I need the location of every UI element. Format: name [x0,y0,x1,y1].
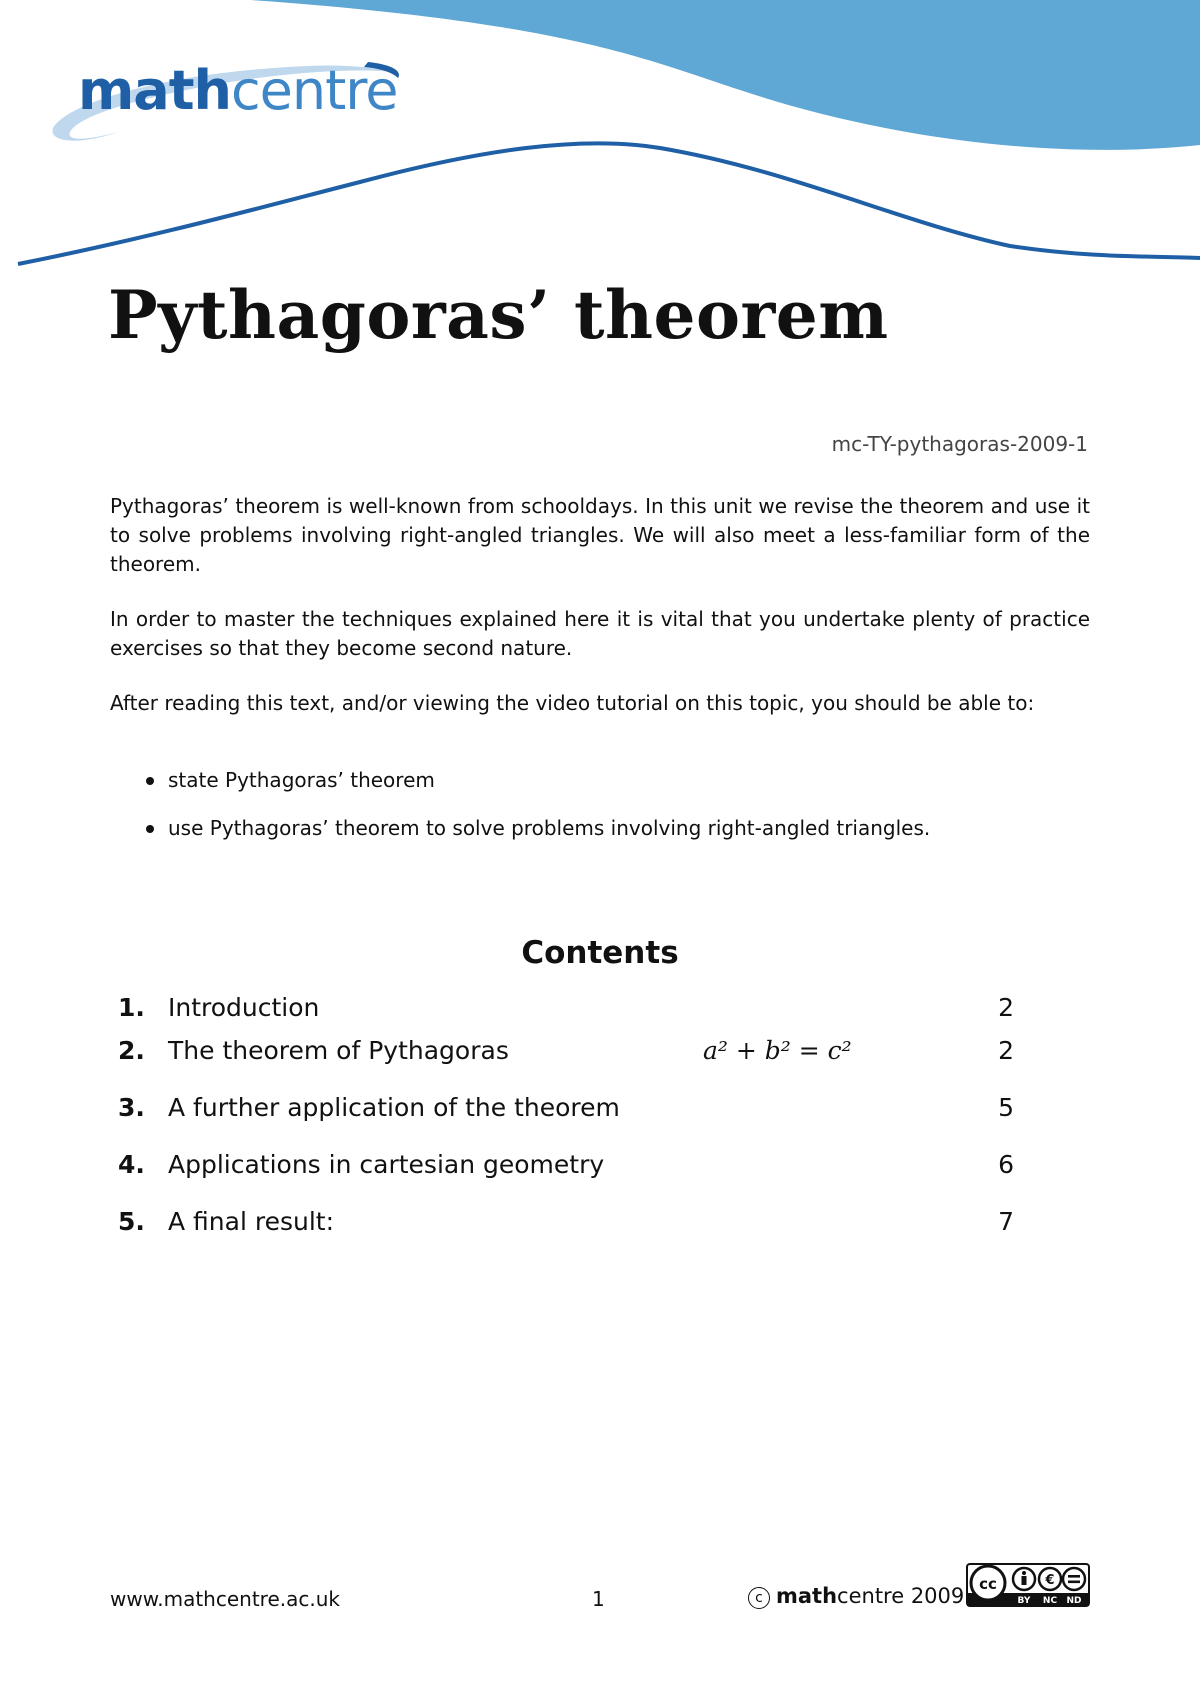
toc-label[interactable]: Introduction [168,993,320,1022]
header-wave-line [18,143,1200,264]
footer-brand-rest: centre 2009 [837,1584,965,1608]
toc-number: 4. [118,1150,145,1179]
practice-paragraph: In order to master the techniques explained here it is vital that you undertake plenty of practice exercises so that they become second nature. [110,607,1090,660]
footer-copyright [748,1584,964,1609]
objectives-list [110,766,930,862]
copyright-icon: c [748,1587,770,1609]
toc-page-number: 7 [998,1207,1014,1236]
logo-wordmark [78,59,398,122]
toc-page-number: 5 [998,1093,1014,1122]
toc-item-further-application[interactable] [118,1090,1014,1126]
objective-item [110,766,930,814]
toc-label[interactable]: The theorem of Pythagoras [168,1036,509,1065]
toc-item-cartesian-geometry[interactable] [118,1147,1014,1183]
cc-nc-label: NC [1042,1596,1058,1606]
toc-label[interactable]: A final result: [168,1207,335,1236]
objective-text: use Pythagoras’ theorem to solve problems involving right-angled triangles. [168,816,931,840]
creative-commons-license-icon[interactable] [966,1563,1090,1607]
toc-page-number: 2 [998,993,1014,1022]
toc-item-theorem[interactable] [118,1033,1014,1069]
toc-number: 5. [118,1207,145,1236]
intro-paragraph: Pythagoras’ theorem is well-known from schooldays. In this unit we revise the theorem and use it to solve problems involving right-angled triangles. We will also meet a less-familiar form of the theorem. [110,494,1090,576]
document-code: mc-TY-pythagoras-2009-1 [831,432,1088,456]
toc-page-number: 6 [998,1150,1014,1179]
toc-number: 2. [118,1036,145,1065]
logo-text-math: math [78,59,231,122]
page-title: Pythagoras’ theorem [108,276,889,354]
objective-text: state Pythagoras’ theorem [168,768,435,792]
cc-by-label: BY [1017,1596,1031,1606]
mathcentre-logo [48,50,408,150]
bullet-dot-icon [146,777,154,785]
footer-page-number: 1 [592,1587,605,1611]
objective-item [110,814,930,862]
toc-number: 3. [118,1093,145,1122]
toc-page-number: 2 [998,1036,1014,1065]
toc-item-final-result[interactable] [118,1204,1014,1240]
toc-label[interactable]: A further application of the theorem [168,1093,620,1122]
cc-logo-text: cc [979,1575,997,1593]
toc-item-introduction[interactable] [118,990,1014,1026]
toc-label[interactable]: Applications in cartesian geometry [168,1150,605,1179]
no-derivatives-icon [1063,1568,1085,1590]
footer-brand-bold: math [776,1584,838,1608]
objectives-intro-paragraph: After reading this text, and/or viewing the video tutorial on this topic, you should be able to: [110,691,1035,715]
contents-heading: Contents [521,935,679,971]
svg-text:€: € [1045,1573,1055,1588]
bullet-dot-icon [146,825,154,833]
toc-formula: a² + b² = c² [703,1036,852,1065]
cc-nd-label: ND [1066,1596,1082,1606]
footer-website-link[interactable]: www.mathcentre.ac.uk [110,1587,340,1611]
logo-text-centre: centre [230,59,398,122]
toc-number: 1. [118,993,145,1022]
